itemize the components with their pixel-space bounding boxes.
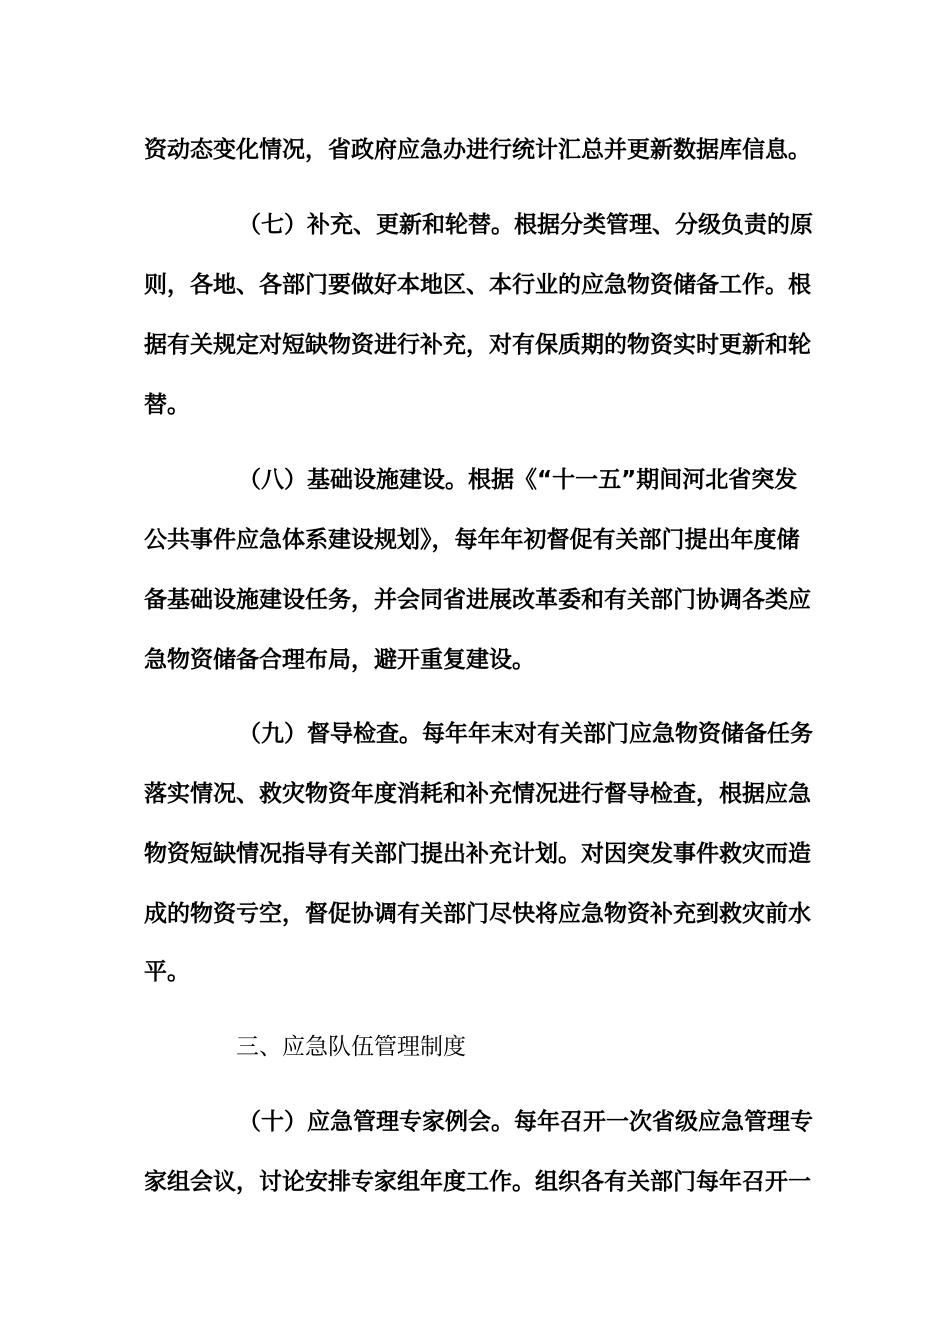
section-heading: 三、应急队伍管理制度 <box>236 1034 466 1060</box>
text-line: 落实情况、救灾物资年度消耗和补充情况进行督导检查，根据应急 <box>144 781 811 807</box>
paragraph-ten-first-line: （十）应急管理专家例会。每年召开一次省级应急管理专 <box>238 1109 813 1135</box>
text-line: 急物资储备合理布局，避开重复建设。 <box>144 647 535 673</box>
text-line: 成的物资亏空，督促协调有关部门尽快将应急物资补充到救灾前水 <box>144 901 811 927</box>
text-line: 资动态变化情况，省政府应急办进行统计汇总并更新数据库信息。 <box>144 137 811 163</box>
text-line: 则，各地、各部门要做好本地区、本行业的应急物资储备工作。根 <box>144 272 811 298</box>
paragraph-eight-first-line: （八）基础设施建设。根据《“十一五”期间河北省突发 <box>238 467 798 493</box>
paragraph-nine-first-line: （九）督导检查。每年年末对有关部门应急物资储备任务 <box>238 721 813 747</box>
text-line: 物资短缺情况指导有关部门提出补充计划。对因突发事件救灾而造 <box>144 841 811 867</box>
text-line: 家组会议，讨论安排专家组年度工作。组织各有关部门每年召开一 <box>144 1169 811 1195</box>
text-line: 替。 <box>144 392 190 418</box>
text-line: 公共事件应急体系建设规划》，每年年初督促有关部门提出年度储 <box>144 527 800 553</box>
paragraph-seven-first-line: （七）补充、更新和轮替。根据分类管理、分级负责的原 <box>238 212 813 238</box>
text-line: 平。 <box>144 959 190 985</box>
text-line: 据有关规定对短缺物资进行补充，对有保质期的物资实时更新和轮 <box>144 332 811 358</box>
text-line: 备基础设施建设任务，并会同省进展改革委和有关部门协调各类应 <box>144 587 811 613</box>
